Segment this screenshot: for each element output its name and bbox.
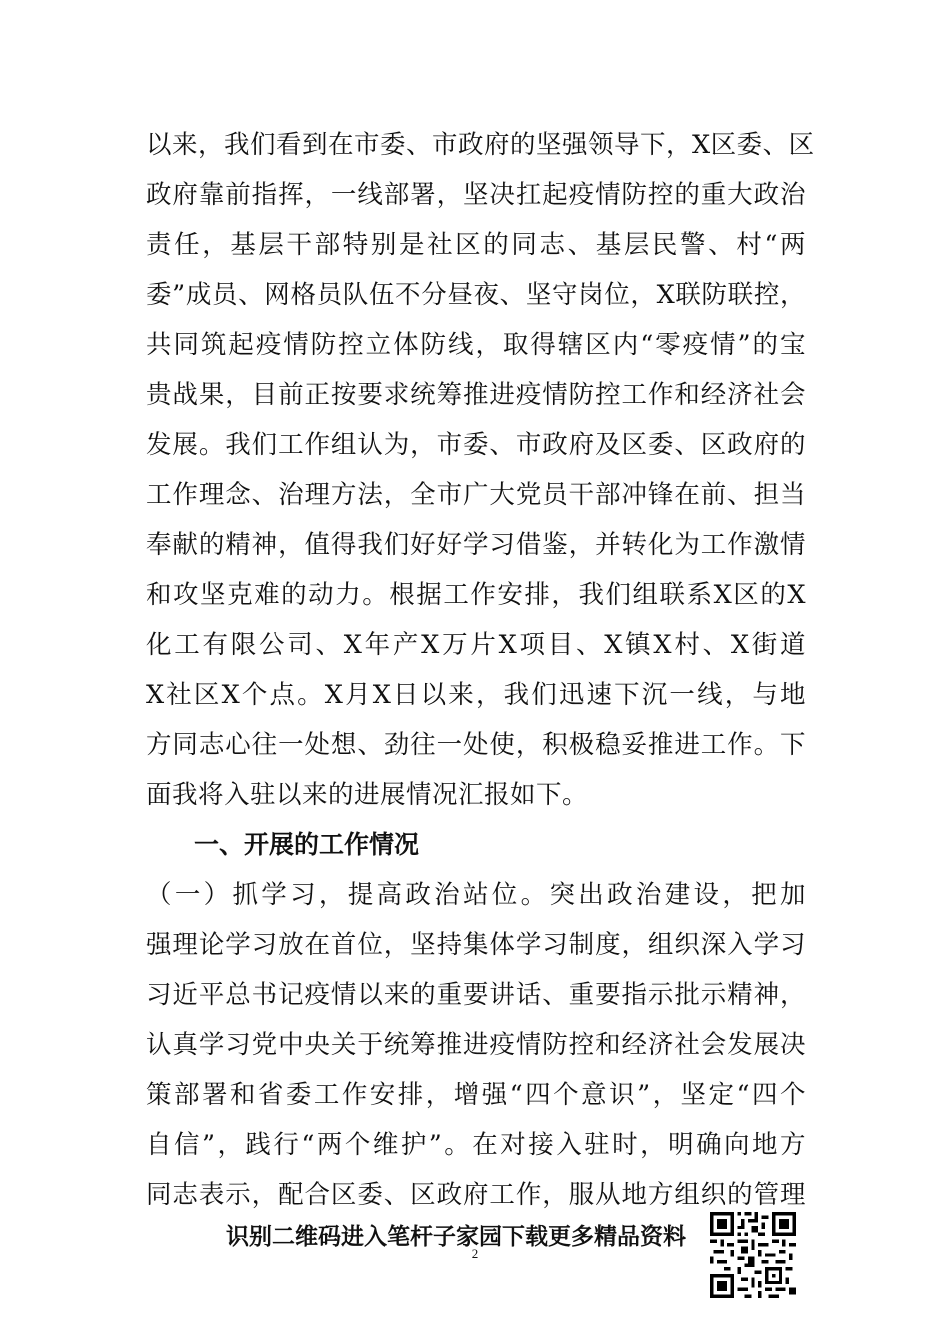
paragraph-1-line: 委”成员、网格员队伍不分昼夜、坚守岗位，X联防联控， (146, 280, 806, 310)
paragraph-1-line: 共同筑起疫情防控立体防线，取得辖区内“零疫情”的宝 (146, 330, 806, 360)
footer-promo-text: 识别二维码进入笔杆子家园下载更多精品资料 (226, 1224, 686, 1250)
paragraph-2-line: （一）抓学习，提高政治站位。突出政治建设，把加 (146, 880, 806, 910)
paragraph-1-line: 贵战果，目前正按要求统筹推进疫情防控工作和经济社会 (146, 380, 806, 410)
paragraph-1-line: X社区X个点。X月X日以来，我们迅速下沉一线，与地 (146, 680, 806, 710)
paragraph-1-line: 以来，我们看到在市委、市政府的坚强领导下，X区委、区 (146, 130, 815, 160)
paragraph-2-line: 认真学习党中央关于统筹推进疫情防控和经济社会发展决 (146, 1030, 806, 1060)
paragraph-2-line: 自信”，践行“两个维护”。在对接入驻时，明确向地方 (146, 1130, 806, 1160)
paragraph-1-line: 和攻坚克难的动力。根据工作安排，我们组联系X区的X (146, 580, 806, 610)
paragraph-2-line: 强理论学习放在首位，坚持集体学习制度，组织深入学习 (146, 930, 806, 960)
paragraph-1-line: 面我将入驻以来的进展情况汇报如下。 (146, 780, 589, 810)
page-number: 2 (471, 1246, 479, 1261)
paragraph-1-line: 方同志心往一处想、劲往一处使，积极稳妥推进工作。下 (146, 730, 806, 760)
paragraph-1-line: 化工有限公司、X年产X万片X项目、X镇X村、X街道 (146, 630, 806, 660)
paragraph-1-line: 工作理念、治理方法，全市广大党员干部冲锋在前、担当 (146, 480, 806, 510)
paragraph-1-line: 责任，基层干部特别是社区的同志、基层民警、村“两 (146, 230, 806, 260)
qr-code-icon[interactable] (710, 1212, 796, 1298)
paragraph-1-line: 奉献的精神，值得我们好好学习借鉴，并转化为工作激情 (146, 530, 806, 560)
paragraph-1-line: 发展。我们工作组认为，市委、市政府及区委、区政府的 (146, 430, 806, 460)
paragraph-1-line: 政府靠前指挥，一线部署，坚决扛起疫情防控的重大政治 (146, 180, 806, 210)
paragraph-2-line: 习近平总书记疫情以来的重要讲话、重要指示批示精神， (146, 980, 806, 1010)
paragraph-2-line: 同志表示，配合区委、区政府工作，服从地方组织的管理 (146, 1180, 806, 1210)
section-heading: 一、开展的工作情况 (194, 830, 420, 859)
paragraph-2-line: 策部署和省委工作安排，增强“四个意识”，坚定“四个 (146, 1080, 806, 1110)
